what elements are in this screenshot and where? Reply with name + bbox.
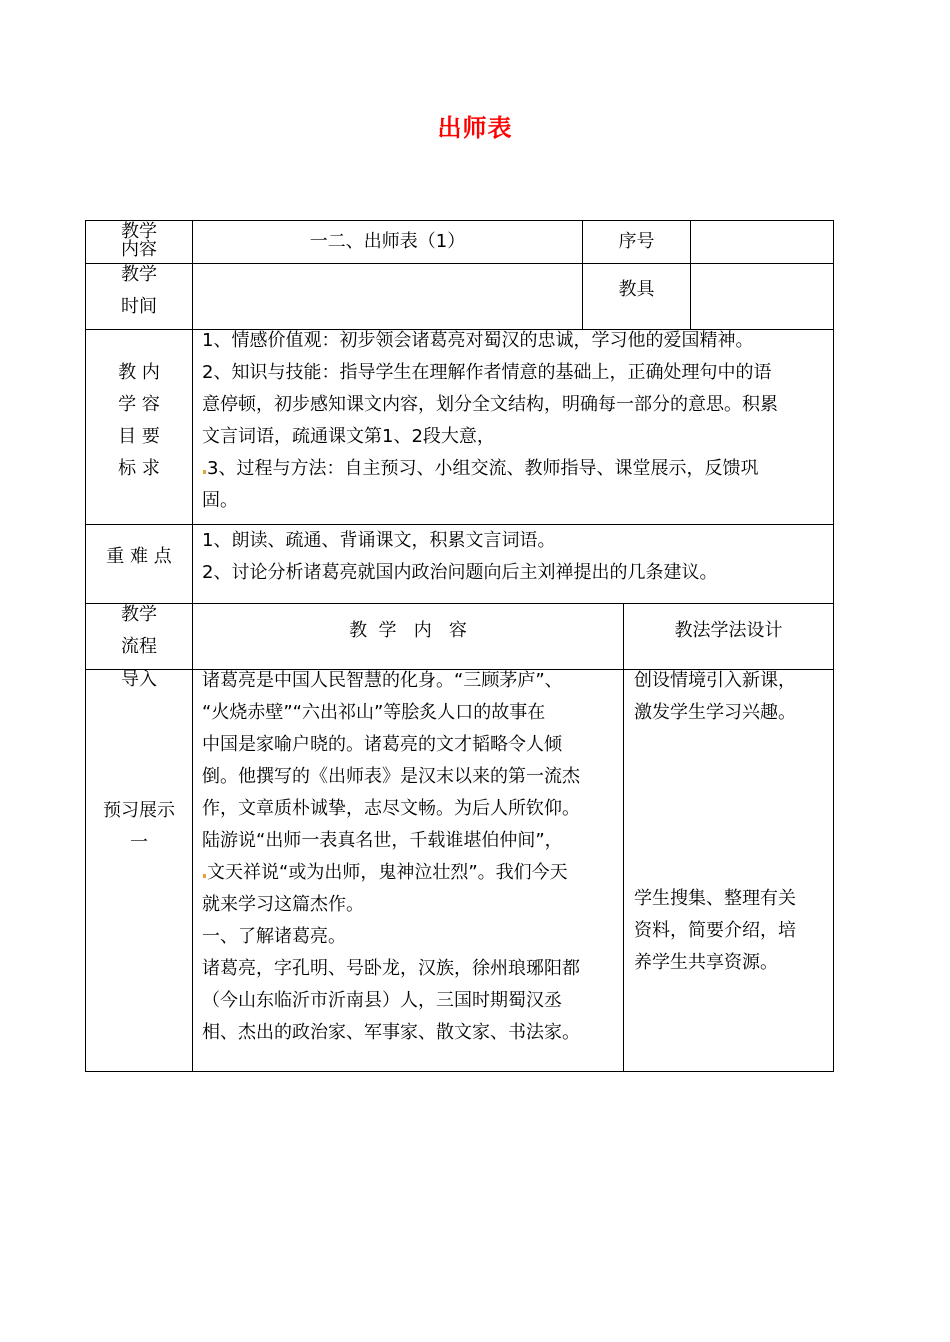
method-intro: 创设情境引入新课， 激发学生学习兴趣。 xyxy=(634,670,796,723)
row-divider xyxy=(86,603,833,604)
method-preview: 学生搜集、整理有关 资料，简要介绍，培 养学生共享资源。 xyxy=(634,888,796,973)
stage-preview: 预习展示 一 xyxy=(103,800,175,853)
teaching-tools-value xyxy=(691,264,832,329)
objectives-label: 教 内 学 容 目 要 标 求 xyxy=(118,362,160,479)
lesson-content: 诸葛亮是中国人民智慧的化身。“三顾茅庐”、 “火烧赤壁”“六出祁山”等脍炙人口的故事在 中国是家喻户晓的。诸葛亮的文才韬略令人倾 倒。他撰写的《出师表》是汉末以来的第一流杰 作，文章质朴诚挚，志尽文畅。为后人所钦仰。 陆游说“出师一表真名世，千载谁堪伯仲间”， 文天祥说“或为出师，鬼神泣壮烈”。我们今天 就来学习这篇杰作。 一、了解诸葛亮。 诸葛亮，字孔明、号卧龙，汉族，徐州琅琊阳都 （今山东临沂市沂南县）人，三国时期蜀汉丞 相、杰出的政治家、军事家、散文家、书法家。 xyxy=(202,670,580,1043)
objectives-content: 1、情感价值观：初步领会诸葛亮对蜀汉的忠诚，学习他的爱国精神。 2、知识与技能：指导学生在理解作者情意的基础上，正确处理句中的语 意停顿，初步感知课文内容，划分全文结构，明确每一部分的意思。积累 文言词语，疏通课文第1、2段大意， 3、过程与方法：自主预习、小组交流、教师指导、课堂展示，反馈巩 固。 xyxy=(202,330,778,511)
teaching-time-value xyxy=(193,264,582,329)
stage-intro: 导入 xyxy=(121,669,157,690)
mark-dot xyxy=(203,470,206,474)
method-header: 教法学法设计 xyxy=(674,620,783,641)
content-header: 教 学 内 容 xyxy=(349,620,467,641)
lesson-plan-table xyxy=(85,220,834,1072)
sequence-label: 序号 xyxy=(618,231,655,252)
teaching-time-label-line1: 教学 xyxy=(121,264,157,285)
page-title: 出师表 xyxy=(437,114,513,142)
mark-dot xyxy=(203,874,206,878)
key-difficulties-label: 重 难 点 xyxy=(106,546,172,567)
key-difficulties-content: 1、朗读、疏通、背诵课文，积累文言词语。 2、讨论分析诸葛亮就国内政治问题向后主刘禅提出的几条建议。 xyxy=(202,530,718,583)
process-label: 教学 流程 xyxy=(121,604,157,657)
lesson-title: 一二、出师表（1） xyxy=(309,231,466,252)
sequence-value xyxy=(691,221,832,263)
teaching-tools-label: 教具 xyxy=(618,279,655,300)
column-divider xyxy=(623,603,624,1071)
teaching-time-label-line2: 时间 xyxy=(121,296,157,317)
teaching-content-label: 教学 内容 xyxy=(121,221,157,260)
